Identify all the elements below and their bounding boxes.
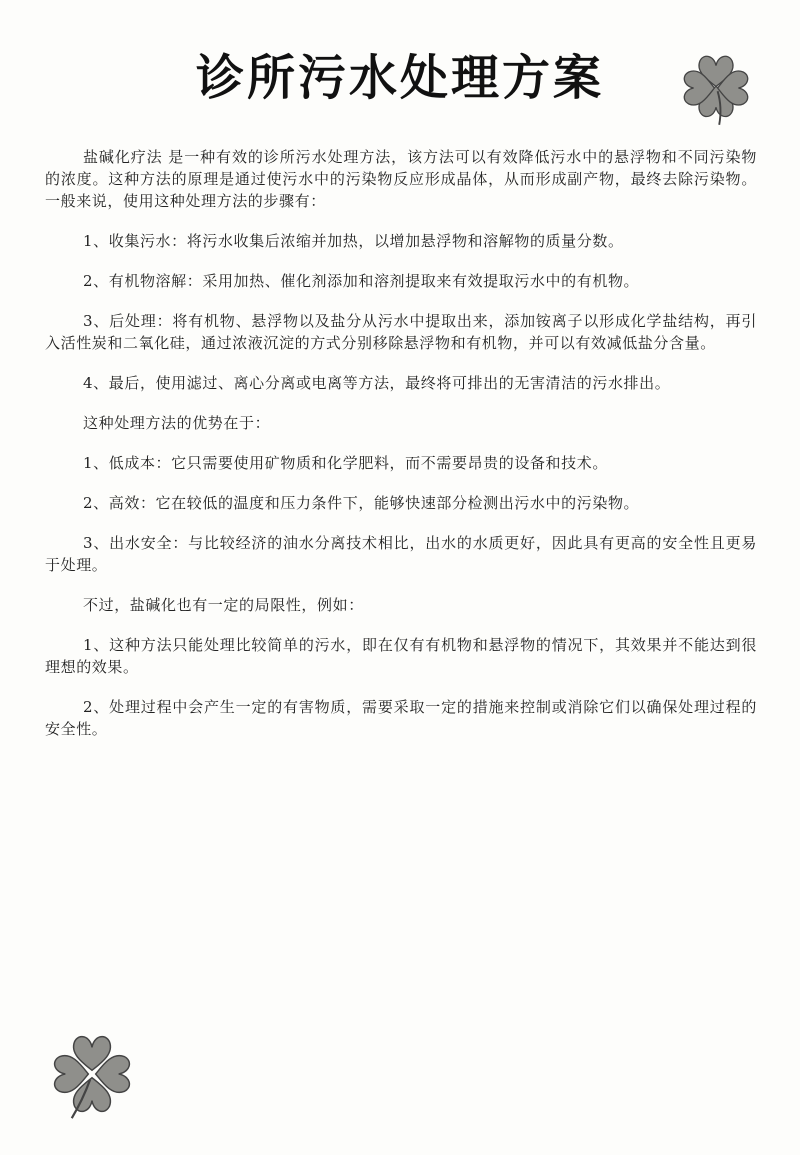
four-leaf-clover-icon <box>46 1028 138 1120</box>
advantage-low-cost-paragraph: 1、低成本：它只需要使用矿物质和化学肥料，而不需要昂贵的设备和技术。 <box>83 454 608 472</box>
step-final-paragraph: 4、最后，使用滤过、离心分离或电离等方法，最终将可排出的无害清洁的污水排出。 <box>83 374 671 392</box>
document-body <box>45 146 757 758</box>
intro-paragraph: 盐碱化疗法 是一种有效的诊所污水处理方法，该方法可以有效降低污水中的悬浮物和不同污染物的浓度。这种方法的原理是通过使污水中的污染物反应形成晶体，从而形成副产物，最终去除污染物。一般来说，使用这种处理方法的步骤有： <box>45 148 757 210</box>
page-title: 诊所污水处理方案 <box>195 50 604 106</box>
step-post-process-paragraph: 3、后处理：将有机物、悬浮物以及盐分从污水中提取出来，添加铵离子以形成化学盐结构，再引入活性炭和二氧化硅，通过浓液沉淀的方式分别移除悬浮物和有机物，并可以有效减低盐分含量。 <box>45 312 757 352</box>
advantages-heading-paragraph: 这种处理方法的优势在于： <box>83 414 271 432</box>
advantage-safe-paragraph: 3、出水安全：与比较经济的油水分离技术相比，出水的水质更好，因此具有更高的安全性且更易于处理。 <box>45 534 757 574</box>
limitation-simple-only-paragraph: 1、这种方法只能处理比较简单的污水，即在仅有有机物和悬浮物的情况下，其效果并不能达到很理想的效果。 <box>45 636 757 676</box>
step-dissolve-paragraph: 2、有机物溶解：采用加热、催化剂添加和溶剂提取来有效提取污水中的有机物。 <box>83 272 640 290</box>
advantage-efficient-paragraph: 2、高效：它在较低的温度和压力条件下，能够快速部分检测出污水中的污染物。 <box>83 494 640 512</box>
limitation-harmful-byproduct-paragraph: 2、处理过程中会产生一定的有害物质，需要采取一定的措施来控制或消除它们以确保处理过程的安全性。 <box>45 698 757 738</box>
four-leaf-clover-icon <box>676 48 756 128</box>
step-collect-paragraph: 1、收集污水：将污水收集后浓缩并加热，以增加悬浮物和溶解物的质量分数。 <box>83 232 624 250</box>
limitations-heading-paragraph: 不过，盐碱化也有一定的局限性，例如： <box>83 596 364 614</box>
